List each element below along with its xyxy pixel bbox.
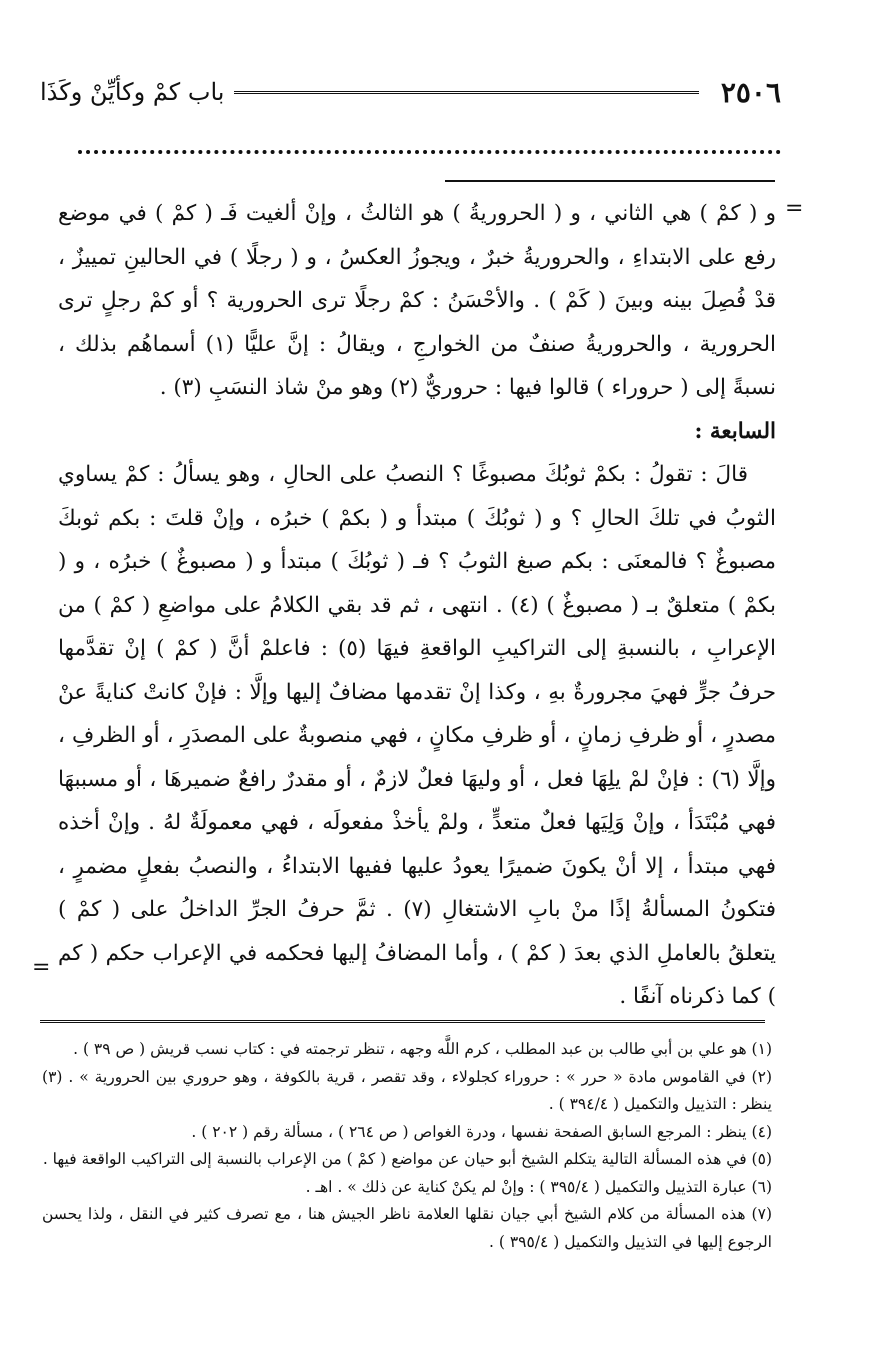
footnote: (١) هو علي بن أبي طالب بن عبد المطلب ، كرم اللَّه وجهه ، تنظر ترجمته في : كتاب نسب قريش ( ص ٣٩ ) . <box>73 1040 772 1058</box>
section-heading: السابعة : <box>694 418 776 444</box>
header-rule <box>234 91 698 94</box>
chapter-title: باب كمْ وكأيِّنْ وكَذَا <box>40 78 225 106</box>
dotted-separator <box>78 150 781 154</box>
continuation-mark: = <box>785 196 804 221</box>
footnote: (٦) عبارة التذييل والتكميل ( ٣٩٥/٤ ) : وإنْ لم يكنْ كناية عن ذلك » . اهـ . <box>305 1177 772 1196</box>
running-header <box>40 72 781 112</box>
footnote: (٤) ينظر : المرجع السابق الصفحة نفسها ، ودرة الغواص ( ص ٢٦٤ ) ، مسألة رقم ( ٢٠٢ ) . <box>191 1122 772 1141</box>
page-number: ٢٥٠٦ <box>720 75 781 109</box>
paragraph-seventh: قالَ : تقولُ : بكمْ ثوبُكَ مصبوغًا ؟ النصبُ على الحالِ ، وهو يسألُ : كمْ يساوي الثوبُ في تلكَ الحالِ ؟ و ( ثوبُكَ ) مبتدأ و ( بكمْ ) خبرُه ، وإنْ قلتَ : بكم ثوبكَ مصبوغٌ ؟ فالمعنَى : بكم صبغ الثوبُ ؟ فـ ( ثوبُكَ ) مبتدأ و ( مصبوغٌ ) خبرُه ، و ( بكمْ ) متعلقٌ بـ ( مصبوغٌ ) (٤) . انتهى ، ثم قد بقي الكلامُ على مواضعِ ( كمْ ) من الإعرابِ ، بالنسبةِ إلى التراكيبِ الواقعةِ فيهَا (٥) : فاعلمْ أنَّ ( كمْ ) إنْ تقدَّمها حرفُ جرٍّ فهيَ مجرورةٌ بهِ ، وكذا إنْ تقدمها مضافٌ إليها وإلَّا : فإنْ كانتْ كنايةً عنْ مصدرٍ ، أو ظرفِ زمانٍ ، أو ظرفِ مكانٍ ، فهي منصوبةٌ على المصدَرِ ، أو الظرفِ ، وإلَّا (٦) : فإنْ لمْ يلِهَا فعل ، أو وليهَا فعلٌ لازمٌ ، أو مقدرٌ رافعٌ ضميرهَا ، أو مسببهَا فهي مُبْتَدَأ ، وإنْ وَلِيَها فعلٌ متعدٍّ ، ولمْ يأخذْ مفعولَه ، فهي معمولَةٌ لهُ . وإنْ أخذه فهي مبتدأ ، إلا أنْ يكونَ ضميرًا يعودُ عليها ففيها الابتداءُ ، والنصبُ بفعلٍ مضمرٍ ، فتكونُ المسألةُ إذًا منْ بابِ الاشتغالِ (٧) . ثمَّ حرفُ الجرِّ الداخلُ على ( كمْ ) يتعلقُ بالعاملِ الذي بعدَ ( كمْ ) ، وأما المضافُ إليها فحكمه في الإعراب حكم ( كم ) كما ذكرناه آنفًا . <box>58 462 776 1009</box>
footnotes <box>42 1036 772 1256</box>
main-text <box>58 192 776 1019</box>
continuation-mark-end: = <box>32 955 51 980</box>
top-rule <box>445 180 775 182</box>
footnote: (٧) هذه المسألة من كلام الشيخ أبي جيان نقلها العلامة ناظر الجيش هنا ، مع تصرف كثير في النقل ، ولذا يحسن الرجوع إليها في التذييل والتكميل ( ٣٩٥/٤ ) . <box>42 1205 772 1251</box>
footnote: (٢) في القاموس مادة « حرر » : حروراء كجلولاء ، وقد تقصر ، قرية بالكوفة ، وهو حروري بين الحرورية » . (٣) ينظر : التذييل والتكميل ( ٣٩٤/٤ ) . <box>42 1067 772 1113</box>
paragraph-continued: و ( كمْ ) هي الثاني ، و ( الحروريةُ ) هو الثالثُ ، وإنْ ألغيت فَـ ( كمْ ) في موضع رفع على الابتداءِ ، والحروريةُ خبرٌ ، ويجوزُ العكسُ ، و ( رجلًا ) في الحالينِ تمييزٌ ، قدْ فُصِلَ بينه وبينَ ( كَمْ ) . والأحْسَنُ : كمْ رجلًا ترى الحرورية ؟ أو كمْ رجلٍ ترى الحرورية ، والحروريةُ صنفٌ من الخوارجِ ، ويقالُ : إنَّ عليًّا (١) أسماهُم بذلك ، نسبةً إلى ( حروراء ) قالوا فيها : حروريٌّ (٢) وهو منْ شاذ النسَبِ (٣) . <box>58 201 776 400</box>
footnote-rule <box>40 1020 765 1023</box>
footnote: (٥) في هذه المسألة التالية يتكلم الشيخ أبو حيان عن مواضع ( كمْ ) من الإعراب بالنسبة إلى التراكيب الواقعة فيها . <box>42 1150 772 1168</box>
